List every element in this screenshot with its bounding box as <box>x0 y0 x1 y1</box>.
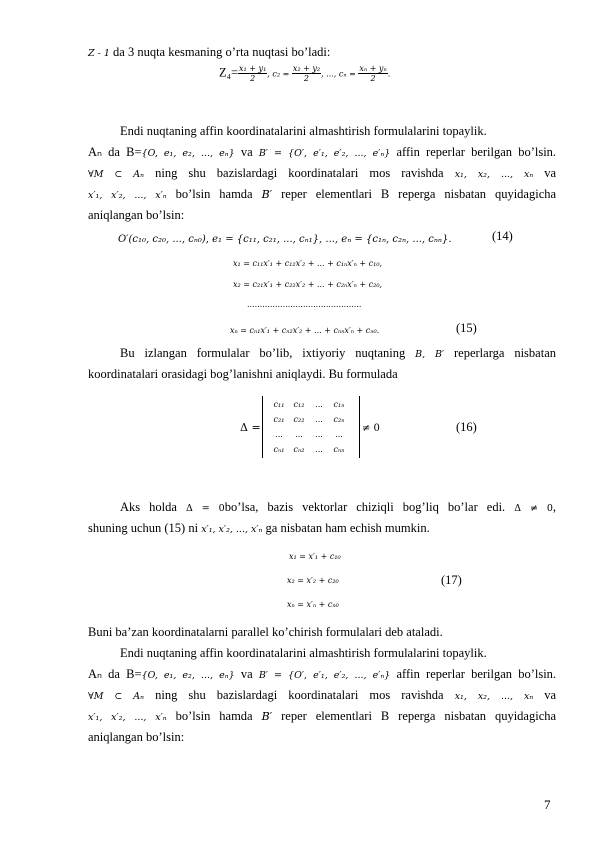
p5-line4 <box>88 708 556 726</box>
eq15-row2 <box>233 276 382 292</box>
matrix-row <box>269 442 349 457</box>
delta-zero: Δ = 0 <box>185 503 225 514</box>
text: Aks holda <box>120 500 177 514</box>
b-prime: B′ <box>261 710 273 723</box>
eq15-line: ............................................. <box>247 300 362 309</box>
equation-14 <box>118 231 452 247</box>
z-minus-one: Z - 1 <box>88 48 110 59</box>
eq15-rown <box>230 322 379 338</box>
coords-x-prime: x′₁, x′₂, ..., x′ₙ <box>201 524 263 535</box>
p2-line1 <box>120 345 556 363</box>
matrix-cell: ... <box>315 400 323 409</box>
matrix-cell: c₂₂ <box>293 415 305 424</box>
determinant <box>262 396 360 458</box>
matrix-cell: c₁₁ <box>273 400 285 409</box>
text: va <box>544 166 557 180</box>
eq17-row2 <box>287 572 339 588</box>
matrix-cell: cₙ₂ <box>293 445 305 454</box>
matrix-cell: ... <box>315 445 323 454</box>
point-m: ∀M ⊂ Aₙ <box>88 691 145 702</box>
text: va <box>240 145 253 159</box>
matrix-cell: c₁₂ <box>293 400 305 409</box>
p5-line5: aniqlangan bo’lsin: <box>88 730 185 744</box>
text: bo’lsin hamda <box>175 709 253 723</box>
text: va <box>240 667 253 681</box>
text: ning shu bazislardagi koordinatalari mos ravishda <box>155 688 444 702</box>
text: affin reperlar berilgan bo’lsin. <box>396 145 557 159</box>
text: Aₙ da B= <box>88 667 142 681</box>
frames: B, B′ <box>415 349 445 360</box>
matrix-cell: ... <box>315 415 323 424</box>
text: reper elementlari B reperga nisbatan quyidagicha <box>281 709 557 723</box>
p3-line2 <box>88 520 556 538</box>
text: Bu izlangan formulalar bo’lib, ixtiyoriy nuqtaning <box>120 346 406 360</box>
text: affin reperlar berilgan bo’lsin. <box>396 667 557 681</box>
p5-line2 <box>88 666 556 684</box>
eq17-line: x₁ = x′₁ + c₁₀ <box>289 552 341 561</box>
text: ning shu bazislardagi koordinatalari mos ravishda <box>155 166 444 180</box>
fraction: $\frac{\text{x₁ + y₁}}{2}$ <box>239 64 267 83</box>
matrix-cell: c₁ₙ <box>333 400 345 409</box>
text: Aₙ da B= <box>88 145 142 159</box>
text: ga nisbatan ham echish mumkin. <box>265 521 430 535</box>
matrix <box>269 397 349 457</box>
matrix-cell: ... <box>315 430 323 439</box>
eq15-line: xₙ = cₙ₁x′₁ + cₙ₂x′₂ + ... + cₙₙx′ₙ + cₙ₀. <box>230 326 380 335</box>
eq15-dots <box>247 296 361 312</box>
matrix-cell: c₂ₙ <box>333 415 345 424</box>
eq17-rown <box>287 596 339 612</box>
eq17-line: x₂ = x′₂ + c₂₀ <box>287 576 339 585</box>
p5-line3 <box>88 687 556 705</box>
matrix-cell: cₙₙ <box>333 445 345 454</box>
eq15-number: (15) <box>456 321 477 335</box>
matrix-row <box>269 412 349 427</box>
delta: Δ = <box>240 421 261 434</box>
eq16-number: (16) <box>456 420 477 434</box>
p1-line2 <box>88 144 556 162</box>
basis-b: {O, e₁, e₂, ..., eₙ} <box>141 670 235 681</box>
text: bo’lsa, bazis vektorlar chiziqli bog’liq bo’lar edi. <box>224 500 506 514</box>
eq14-number: (14) <box>492 229 513 243</box>
fraction: $\frac{\text{x₂ + y₂}}{2}$ <box>292 64 321 83</box>
eq15-row1 <box>233 255 382 271</box>
text: reper elementlari B reperga nisbatan quyidagicha <box>281 187 557 201</box>
ne-zero: ≠ 0 <box>362 423 380 434</box>
coords-x: x₁, x₂, ..., xₙ <box>454 169 534 180</box>
z4-label: Z₄= <box>219 65 239 80</box>
p1-line5: aniqlangan bo’lsin: <box>88 208 185 222</box>
basis-b: {O, e₁, e₂, ..., eₙ} <box>141 148 235 159</box>
text: , <box>552 500 557 514</box>
matrix-row <box>269 427 349 442</box>
page-number: 7 <box>544 797 551 812</box>
eq17-line: xₙ = x′ₙ + cₙ₀ <box>287 600 339 609</box>
p3-line1 <box>120 499 556 517</box>
p2-line2: koordinatalari orasidagi bog’lanishni aniqlaydi. Bu formulada <box>88 367 398 381</box>
p1-line1: Endi nuqtaning affin koordinatalarini almashtirish formulalarini topaylik. <box>120 124 487 138</box>
eq17-number: (17) <box>441 573 462 587</box>
p1-line3 <box>88 165 556 183</box>
p4-line: Buni ba’zan koordinatalarni parallel ko’chirish formulalari deb ataladi. <box>88 625 443 639</box>
matrix-row <box>269 397 349 412</box>
b-prime: B′ <box>261 188 273 201</box>
eq15-line: x₂ = c₂₁x′₁ + c₂₂x′₂ + ... + c₂ₙx′ₙ + c₂₀, <box>233 280 383 289</box>
fraction: $\frac{\text{xₙ + yₙ}}{2}$ <box>359 64 387 83</box>
text: bo’lsin hamda <box>175 187 253 201</box>
p1-line4 <box>88 186 556 204</box>
matrix-cell: ... <box>335 430 343 439</box>
eq17-row1 <box>289 548 341 564</box>
not-equal-zero <box>362 420 380 436</box>
text: reperlarga nisbatan <box>454 346 556 360</box>
matrix-cell: ... <box>275 430 283 439</box>
eq15-line: x₁ = c₁₁x′₁ + c₁₂x′₂ + ... + c₁ₙx′ₙ + c₁₀, <box>233 259 383 268</box>
intro-line <box>88 44 556 62</box>
text: shuning uchun (15) ni <box>88 521 199 535</box>
basis-b-prime: B′ = {O′, e′₁, e′₂, ..., e′ₙ} <box>258 148 391 159</box>
point-m: ∀M ⊂ Aₙ <box>88 169 145 180</box>
coords-x: x₁, x₂, ..., xₙ <box>454 691 534 702</box>
z4-formula: Z₄= $\frac{\text{x₁ + y₁}}{2}$ , c₂ = $\frac{\text{x₂ + y₂}}{2}$ , ..., cₙ = $\frac{\text{xₙ + yₙ}}{2}$ . <box>219 64 391 83</box>
delta-nonzero: Δ ≠ 0 <box>514 503 553 514</box>
coords-x-prime: x′₁, x′₂, ..., x′ₙ <box>88 712 167 723</box>
matrix-cell: cₙ₁ <box>273 445 285 454</box>
coords-x-prime: x′₁, x′₂, ..., x′ₙ <box>88 190 167 201</box>
eq14-text: O′(c₁₀, c₂₀, ..., cₙ₀), e₁ = {c₁₁, c₂₁, ..., cₙ₁}, ..., eₙ = {c₁ₙ, c₂ₙ, ..., cₙₙ}. <box>118 234 452 245</box>
matrix-cell: c₂₁ <box>273 415 285 424</box>
intro-text: da 3 nuqta kesmaning o’rta nuqtasi bo’ladi: <box>113 45 331 59</box>
matrix-cell: ... <box>295 430 303 439</box>
delta-symbol <box>240 420 261 435</box>
text: va <box>544 688 557 702</box>
basis-b-prime: B′ = {O′, e′₁, e′₂, ..., e′ₙ} <box>258 670 391 681</box>
p5-line1: Endi nuqtaning affin koordinatalarini almashtirish formulalarini topaylik. <box>120 646 487 660</box>
